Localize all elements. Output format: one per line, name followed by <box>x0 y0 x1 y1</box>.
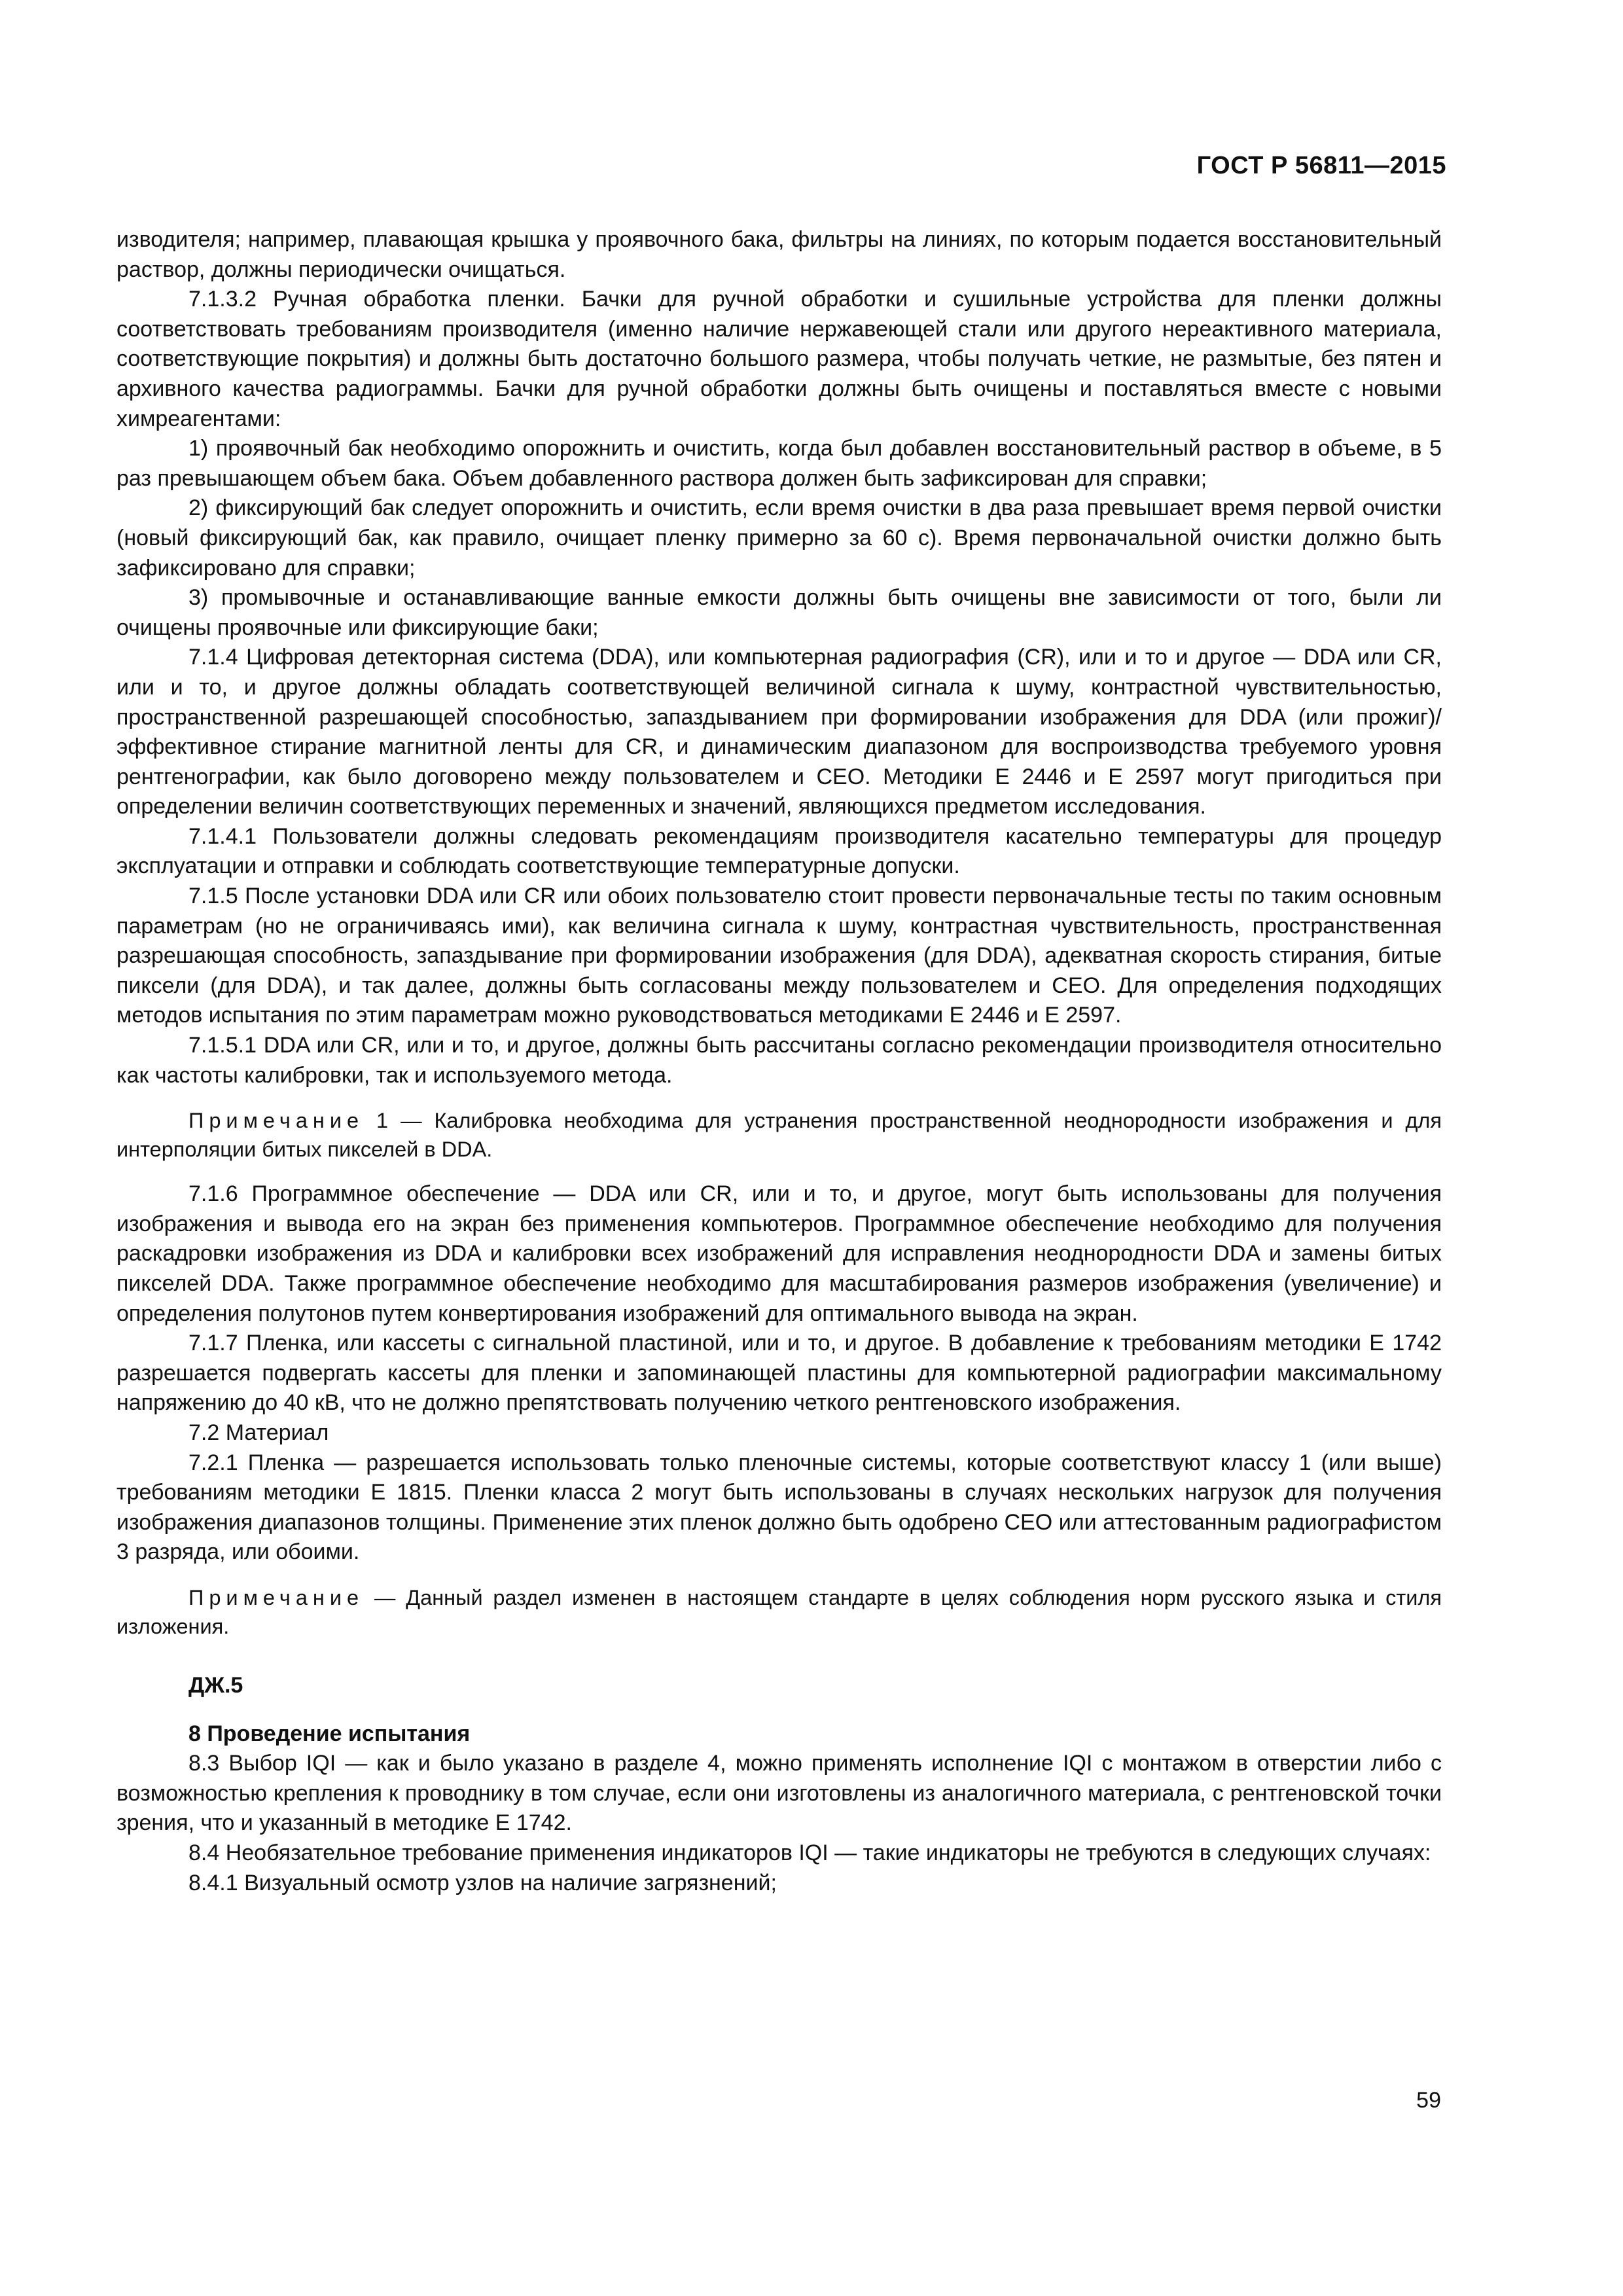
note-text: — Данный раздел изменен в настоящем стандарте в целях соблюдения норм русского языка и стиля изложения. <box>116 1585 1442 1638</box>
note-1 <box>116 1106 1442 1164</box>
paragraph-continuation: изводителя; например, плавающая крышка у проявочного бака, фильтры на линиях, по которым подается восстановительный раствор, должны периодически очищаться. <box>116 227 1442 282</box>
paragraph-7-1-6: 7.1.6 Программное обеспечение — DDA или CR, или и то, и другое, могут быть использованы для получения изображения и вывода его на экран без применения компьютеров. Программное обеспечение необходимо для получения раскадровки изображения из DDA и калибровки всех изображений для исправления неоднородности DDA и замены битых пикселей DDA. Также программное обеспечение необходимо для масштабирования размеров изображения (увеличение) и определения полутонов путем конвертирования изображений для оптимального вывода на экран. <box>116 1181 1442 1326</box>
note-2 <box>116 1583 1442 1641</box>
paragraph-7-1-5-1: 7.1.5.1 DDA или CR, или и то, и другое, должны быть рассчитаны согласно рекомендации производителя относительно как частоты калибровки, так и используемого метода. <box>116 1033 1442 1088</box>
paragraph-7-1-4-1: 7.1.4.1 Пользователи должны следовать рекомендациям производителя касательно температуры для процедур эксплуатации и отправки и соблюдать соответствующие температурные допуски. <box>116 823 1442 879</box>
note-text: 1 — Калибровка необходима для устранения пространственной неоднородности изображения и для интерполяции битых пикселей в DDA. <box>116 1109 1442 1162</box>
note-label: Примечание <box>188 1109 365 1133</box>
paragraph-7-1-4: 7.1.4 Цифровая детекторная система (DDA), или компьютерная радиография (CR), или и то и другое — DDA или CR, или и то, и другое должны обладать соответствующей величиной сигнала к шуму, контрастной чувствительностью, пространственной разрешающей способностью, запаздыванием при формировании изображения для DDA (или прожиг)/эффективное стирание магнитной ленты для CR, и динамическим диапазоном для воспроизводства требуемого уровня рентгенографии, как было договорено между пользователем и CEO. Методики E 2446 и E 2597 могут пригодиться при определении величин соответствующих переменных и значений, являющихся предметом исследования. <box>116 645 1442 819</box>
paragraph-8-4: 8.4 Необязательное требование применения индикаторов IQI — такие индикаторы не требуются в следующих случаях: <box>188 1840 1431 1865</box>
list-item-2: 2) фиксирующий бак следует опорожнить и очистить, если время очистки в два раза превышает время первой очистки (новый фиксирующий бак, как правило, очищает пленку примерно за 60 с). Время первоначальной очистки должно быть зафиксировано для справки; <box>116 495 1442 581</box>
paragraph-7-1-5: 7.1.5 После установки DDA или CR или обоих пользователю стоит провести первоначальные тесты по таким основным параметрам (но не ограничиваясь ими), как величина сигнала к шуму, контрастная чувствительность, пространственная разрешающая способность, запаздывание при формировании изображения (для DDA), адекватная скорость стирания, битые пиксели (для DDA), и так далее, должны быть согласованы между пользователем и CEO. Для определения подходящих методов испытания по этим параметрам можно руководствоваться методиками E 2446 и E 2597. <box>116 884 1442 1028</box>
paragraph-7-2: 7.2 Материал <box>188 1420 329 1445</box>
list-item-1: 1) проявочный бак необходимо опорожнить и очистить, когда был добавлен восстановительный раствор в объеме, в 5 раз превышающем объем бака. Объем добавленного раствора должен быть зафиксирован для справки; <box>116 436 1442 491</box>
note-label: Примечание <box>188 1585 365 1609</box>
page-number: 59 <box>1416 2088 1441 2113</box>
document-body <box>116 225 1442 1898</box>
paragraph-8-3: 8.3 Выбор IQI — как и было указано в разделе 4, можно применять исполнение IQI с монтажом в отверстии либо с возможностью крепления к проводнику в том случае, если они изготовлены из аналогичного материала, с рентгеновской точки зрения, что и указанный в методике E 1742. <box>116 1751 1442 1836</box>
document-code-header: ГОСТ Р 56811—2015 <box>1196 152 1446 179</box>
list-item-3: 3) промывочные и останавливающие ванные емкости должны быть очищены вне зависимости от того, были ли очищены проявочные или фиксирующие баки; <box>116 585 1442 640</box>
paragraph-7-1-7: 7.1.7 Пленка, или кассеты с сигнальной пластиной, или и то, и другое. В добавление к требованиям методики E 1742 разрешается подвергать кассеты для пленки и запоминающей пластины для компьютерной радиографии максимальному напряжению до 40 кВ, что не должно препятствовать получению четкого рентгеновского изображения. <box>116 1331 1442 1416</box>
section-title: 8 Проведение испытания <box>188 1721 471 1746</box>
paragraph-7-2-1: 7.2.1 Пленка — разрешается использовать только пленочные системы, которые соответствуют классу 1 (или выше) требованиям методики E 1815. Пленки класса 2 могут быть использованы в случаях нескольких нагрузок для получения изображения диапазонов толщины. Применение этих пленок должно быть одобрено CEO или аттестованным радиографистом 3 разряда, или обоими. <box>116 1450 1442 1565</box>
paragraph-8-4-1: 8.4.1 Визуальный осмотр узлов на наличие загрязнений; <box>188 1870 777 1895</box>
section-id: ДЖ.5 <box>188 1672 243 1698</box>
paragraph-7-1-3-2: 7.1.3.2 Ручная обработка пленки. Бачки для ручной обработки и сушильные устройства для пленки должны соответствовать требованиям производителя (именно наличие нержавеющей стали или другого нереактивного материала, соответствующие покрытия) и должны быть достаточно большого размера, чтобы получать четкие, не размытые, без пятен и архивного качества радиограммы. Бачки для ручной обработки должны быть очищены и поставляться вместе с новыми химреагентами: <box>116 287 1442 431</box>
